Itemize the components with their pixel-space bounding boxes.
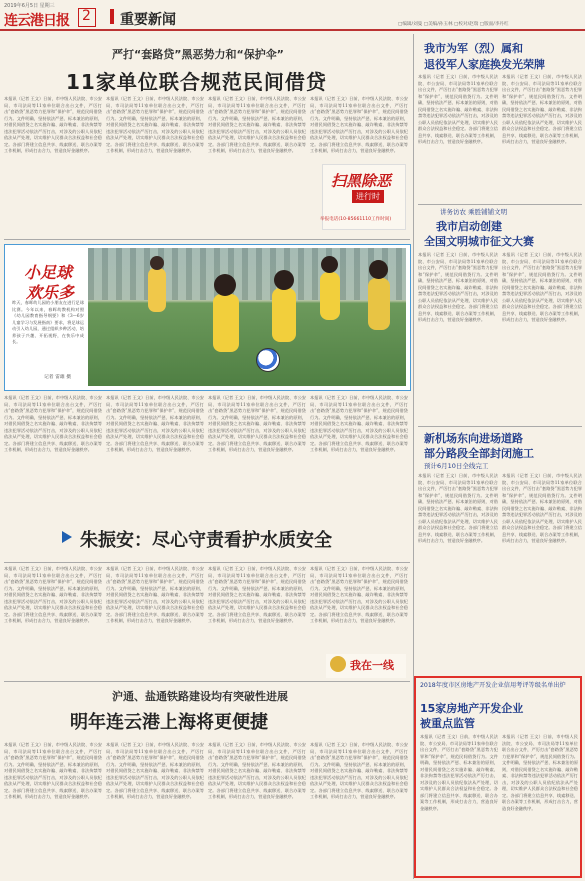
photo-player-1	[148, 268, 166, 312]
second-headline: 朱振安：尽心守责看护水质安全	[80, 530, 332, 551]
second-top-rule	[4, 562, 410, 563]
stamp-subtitle: 进行时	[352, 190, 384, 203]
photo-player-4	[320, 272, 340, 320]
right-story4-line1: 15家房地产开发企业	[420, 702, 524, 715]
photo-fence	[88, 248, 406, 300]
rail-body-col-4: 本报讯（记者 王文）日前，市中级人民法院、市公安局、市司法局等11家单位联合出台文件，严厉打击“套路贷”黑恶势力犯罪和“保护伞”，规范民间借贷行为。文件明确，坚持依法严惩、标本兼治的原则，对借民间借贷之名实施诈骗、敲诈勒索、非法拘禁等违法犯罪活动依法严厉打击，对涉及的公职人员依纪依法从严处理，切实维护人民群众合法权益和社会稳定。各部门将建立信息共享、线索移送、联合办案等工作机制，形成打击合力，营造良好金融秩序。	[310, 742, 408, 799]
lead-body-col-4: 本报讯（记者 王文）日前，市中级人民法院、市公安局、市司法局等11家单位联合出台文件，严厉打击“套路贷”黑恶势力犯罪和“保护伞”，规范民间借贷行为。文件明确，坚持依法严惩、标本兼治的原则，对借民间借贷之名实施诈骗、敲诈勒索、非法拘禁等违法犯罪活动依法严厉打击，对涉及的公职人员依纪依法从严处理，切实维护人民群众合法权益和社会稳定。各部门将建立信息共享、线索移送、联合办案等工作机制，形成打击合力，营造良好金融秩序。	[310, 96, 408, 153]
photo-credit: 记者 雷雄 摄	[44, 375, 72, 380]
right-story3-body-b: 本报讯（记者 王文）日前，市中级人民法院、市公安局、市司法局等11家单位联合出台文件，严厉打击“套路贷”黑恶势力犯罪和“保护伞”，规范民间借贷行为。文件明确，坚持依法严惩、标本兼治的原则，对借民间借贷之名实施诈骗、敲诈勒索、非法拘禁等违法犯罪活动依法严厉打击，对涉及的公职人员依纪依法从严处理，切实维护人民群众合法权益和社会稳定。各部门将建立信息共享、线索移送、联合办案等工作机制，形成打击合力，营造良好金融秩序。	[502, 473, 582, 543]
right-story2-line1: 我市启动创建	[436, 220, 502, 233]
lead-headline: 11家单位联合规范民间借贷	[66, 70, 327, 94]
right-story3-line1: 新机场东向进场道路	[424, 432, 523, 445]
photo-player-5-head	[369, 260, 388, 279]
paper-name: 连云港日报	[4, 13, 69, 29]
right-story4-body-a: 本报讯（记者 王文）日前，市中级人民法院、市公安局、市司法局等11家单位联合出台文件，严厉打击“套路贷”黑恶势力犯罪和“保护伞”，规范民间借贷行为。文件明确，坚持依法严惩、标本兼治的原则，对借民间借贷之名实施诈骗、敲诈勒索、非法拘禁等违法犯罪活动依法严厉打击，对涉及的公职人员依纪依法从严处理，切实维护人民群众合法权益和社会稳定。各部门将建立信息共享、线索移送、联合办案等工作机制，形成打击合力，营造良好金融秩序。	[420, 734, 498, 811]
right-story2-kicker: 讲务访农 乘胜铺铺文明	[440, 208, 508, 216]
mid-body-col-1: 本报讯（记者 王文）日前，市中级人民法院、市公安局、市司法局等11家单位联合出台文件，严厉打击“套路贷”黑恶势力犯罪和“保护伞”，规范民间借贷行为。文件明确，坚持依法严惩、标本兼治的原则，对借民间借贷之名实施诈骗、敲诈勒索、非法拘禁等违法犯罪活动依法严厉打击，对涉及的公职人员依纪依法从严处理，切实维护人民群众合法权益和社会稳定。各部门将建立信息共享、线索移送、联合办案等工作机制，形成打击合力，营造良好金融秩序。	[4, 395, 102, 452]
mid-body-col-4: 本报讯（记者 王文）日前，市中级人民法院、市公安局、市司法局等11家单位联合出台文件，严厉打击“套路贷”黑恶势力犯罪和“保护伞”，规范民间借贷行为。文件明确，坚持依法严惩、标本兼治的原则，对借民间借贷之名实施诈骗、敲诈勒索、非法拘禁等违法犯罪活动依法严厉打击，对涉及的公职人员依纪依法从严处理，切实维护人民群众合法权益和社会稳定。各部门将建立信息共享、线索移送、联合办案等工作机制，形成打击合力，营造良好金融秩序。	[310, 395, 408, 452]
stamp-hotline: 举报电话(10-85661110工作时间)	[320, 217, 392, 222]
right-story3-sub: 预计6月10日全线完工	[424, 462, 489, 470]
rail-top-rule	[4, 681, 410, 682]
rail-kicker: 沪通、盐通铁路建设均有突破性进展	[112, 690, 288, 703]
photo-player-4-head	[321, 256, 338, 273]
date-line: 2019年6月5日 星期三	[4, 3, 55, 9]
mid-body-col-3: 本报讯（记者 王文）日前，市中级人民法院、市公安局、市司法局等11家单位联合出台文件，严厉打击“套路贷”黑恶势力犯罪和“保护伞”，规范民间借贷行为。文件明确，坚持依法严惩、标本兼治的原则，对借民间借贷之名实施诈骗、敲诈勒索、非法拘禁等违法犯罪活动依法严厉打击，对涉及的公职人员依纪依法从严处理，切实维护人民群众合法权益和社会稳定。各部门将建立信息共享、线索移送、联合办案等工作机制，形成打击合力，营造良好金融秩序。	[208, 395, 306, 452]
photo-caption: 昨天，春晖幼儿园的小朋友在进行足球比赛。今年以来，春晖幼教机构对照《幼儿园教育指导纲要》和《3—6岁儿童学习与发展指南》要求，将足球运动引入幼儿园，通过组织多种活动，培养孩子兴趣、开拓视野，在快乐中成长。	[12, 300, 84, 344]
right-story3-line2: 部分路段全部封闭施工	[424, 447, 534, 460]
right-story2-body-b: 本报讯（记者 王文）日前，市中级人民法院、市公安局、市司法局等11家单位联合出台文件，严厉打击“套路贷”黑恶势力犯罪和“保护伞”，规范民间借贷行为。文件明确，坚持依法严惩、标本兼治的原则，对借民间借贷之名实施诈骗、敲诈勒索、非法拘禁等违法犯罪活动依法严厉打击，对涉及的公职人员依纪依法从严处理，切实维护人民群众合法权益和社会稳定。各部门将建立信息共享、线索移送、联合办案等工作机制，形成打击合力，营造良好金融秩序。	[502, 252, 582, 322]
photo-player-2	[213, 294, 239, 352]
right-story3-body-a: 本报讯（记者 王文）日前，市中级人民法院、市公安局、市司法局等11家单位联合出台文件，严厉打击“套路贷”黑恶势力犯罪和“保护伞”，规范民间借贷行为。文件明确，坚持依法严惩、标本兼治的原则，对借民间借贷之名实施诈骗、敲诈勒索、非法拘禁等违法犯罪活动依法严厉打击，对涉及的公职人员依纪依法从严处理，切实维护人民群众合法权益和社会稳定。各部门将建立信息共享、线索移送、联合办案等工作机制，形成打击合力，营造良好金融秩序。	[418, 473, 498, 543]
second-headline-arrow	[62, 531, 72, 543]
right-story4-line2: 被重点监管	[420, 717, 475, 730]
photo-title-line2: 欢乐多	[26, 283, 75, 302]
soccer-photo	[88, 248, 406, 386]
second-body-col-2: 本报讯（记者 王文）日前，市中级人民法院、市公安局、市司法局等11家单位联合出台文件，严厉打击“套路贷”黑恶势力犯罪和“保护伞”，规范民间借贷行为。文件明确，坚持依法严惩、标本兼治的原则，对借民间借贷之名实施诈骗、敲诈勒索、非法拘禁等违法犯罪活动依法严厉打击，对涉及的公职人员依纪依法从严处理，切实维护人民群众合法权益和社会稳定。各部门将建立信息共享、线索移送、联合办案等工作机制，形成打击合力，营造良好金融秩序。	[106, 566, 204, 623]
photo-player-1-head	[150, 256, 164, 270]
rail-body-col-1: 本报讯（记者 王文）日前，市中级人民法院、市公安局、市司法局等11家单位联合出台文件，严厉打击“套路贷”黑恶势力犯罪和“保护伞”，规范民间借贷行为。文件明确，坚持依法严惩、标本兼治的原则，对借民间借贷之名实施诈骗、敲诈勒索、非法拘禁等违法犯罪活动依法严厉打击，对涉及的公职人员依纪依法从严处理，切实维护人民群众合法权益和社会稳定。各部门将建立信息共享、线索移送、联合办案等工作机制，形成打击合力，营造良好金融秩序。	[4, 742, 102, 799]
photo-player-3	[272, 288, 296, 342]
rail-body-col-2: 本报讯（记者 王文）日前，市中级人民法院、市公安局、市司法局等11家单位联合出台文件，严厉打击“套路贷”黑恶势力犯罪和“保护伞”，规范民间借贷行为。文件明确，坚持依法严惩、标本兼治的原则，对借民间借贷之名实施诈骗、敲诈勒索、非法拘禁等违法犯罪活动依法严厉打击，对涉及的公职人员依纪依法从严处理，切实维护人民群众合法权益和社会稳定。各部门将建立信息共享、线索移送、联合办案等工作机制，形成打击合力，营造良好金融秩序。	[106, 742, 204, 799]
photo-player-5	[368, 278, 390, 330]
section-title: 重要新闻	[120, 12, 176, 28]
page-number: 2	[82, 8, 91, 24]
stamp-title: 扫黑除恶	[331, 172, 392, 190]
right-story1-body-a: 本报讯（记者 王文）日前，市中级人民法院、市公安局、市司法局等11家单位联合出台文件，严厉打击“套路贷”黑恶势力犯罪和“保护伞”，规范民间借贷行为。文件明确，坚持依法严惩、标本兼治的原则，对借民间借贷之名实施诈骗、敲诈勒索、非法拘禁等违法犯罪活动依法严厉打击，对涉及的公职人员依纪依法从严处理，切实维护人民群众合法权益和社会稳定。各部门将建立信息共享、线索移送、联合办案等工作机制，形成打击合力，营造良好金融秩序。	[418, 74, 498, 144]
editor-line: □编辑/刘曼 □美编/孙玉林 □校对/赵瑞 □版面/李丹红	[398, 22, 509, 27]
soccer-ball	[256, 348, 280, 372]
second-body-col-1: 本报讯（记者 王文）日前，市中级人民法院、市公安局、市司法局等11家单位联合出台文件，严厉打击“套路贷”黑恶势力犯罪和“保护伞”，规范民间借贷行为。文件明确，坚持依法严惩、标本兼治的原则，对借民间借贷之名实施诈骗、敲诈勒索、非法拘禁等违法犯罪活动依法严厉打击，对涉及的公职人员依纪依法从严处理，切实维护人民群众合法权益和社会稳定。各部门将建立信息共享、线索移送、联合办案等工作机制，形成打击合力，营造良好金融秩序。	[4, 566, 102, 623]
lead-body-col-2: 本报讯（记者 王文）日前，市中级人民法院、市公安局、市司法局等11家单位联合出台文件，严厉打击“套路贷”黑恶势力犯罪和“保护伞”，规范民间借贷行为。文件明确，坚持依法严惩、标本兼治的原则，对借民间借贷之名实施诈骗、敲诈勒索、非法拘禁等违法犯罪活动依法严厉打击，对涉及的公职人员依纪依法从严处理，切实维护人民群众合法权益和社会稳定。各部门将建立信息共享、线索移送、联合办案等工作机制，形成打击合力，营造良好金融秩序。	[106, 96, 204, 153]
right-rule-1	[418, 204, 582, 205]
right-story4-body-b: 本报讯（记者 王文）日前，市中级人民法院、市公安局、市司法局等11家单位联合出台文件，严厉打击“套路贷”黑恶势力犯罪和“保护伞”，规范民间借贷行为。文件明确，坚持依法严惩、标本兼治的原则，对借民间借贷之名实施诈骗、敲诈勒索、非法拘禁等违法犯罪活动依法严厉打击，对涉及的公职人员依纪依法从严处理，切实维护人民群众合法权益和社会稳定。各部门将建立信息共享、线索移送、联合办案等工作机制，形成打击合力，营造良好金融秩序。	[502, 734, 578, 811]
lead-kicker: 严打“套路贷”黑恶势力和“保护伞”	[112, 48, 284, 61]
second-body-col-3: 本报讯（记者 王文）日前，市中级人民法院、市公安局、市司法局等11家单位联合出台文件，严厉打击“套路贷”黑恶势力犯罪和“保护伞”，规范民间借贷行为。文件明确，坚持依法严惩、标本兼治的原则，对借民间借贷之名实施诈骗、敲诈勒索、非法拘禁等违法犯罪活动依法严厉打击，对涉及的公职人员依纪依法从严处理，切实维护人民群众合法权益和社会稳定。各部门将建立信息共享、线索移送、联合办案等工作机制，形成打击合力，营造良好金融秩序。	[208, 566, 306, 623]
second-body-col-4: 本报讯（记者 王文）日前，市中级人民法院、市公安局、市司法局等11家单位联合出台文件，严厉打击“套路贷”黑恶势力犯罪和“保护伞”，规范民间借贷行为。文件明确，坚持依法严惩、标本兼治的原则，对借民间借贷之名实施诈骗、敲诈勒索、非法拘禁等违法犯罪活动依法严厉打击，对涉及的公职人员依纪依法从严处理，切实维护人民群众合法权益和社会稳定。各部门将建立信息共享、线索移送、联合办案等工作机制，形成打击合力，营造良好金融秩序。	[310, 566, 408, 623]
right-story2-line2: 全国文明城市征文大赛	[424, 235, 534, 248]
photo-player-2-head	[214, 274, 236, 296]
rail-body-col-3: 本报讯（记者 王文）日前，市中级人民法院、市公安局、市司法局等11家单位联合出台文件，严厉打击“套路贷”黑恶势力犯罪和“保护伞”，规范民间借贷行为。文件明确，坚持依法严惩、标本兼治的原则，对借民间借贷之名实施诈骗、敲诈勒索、非法拘禁等违法犯罪活动依法严厉打击，对涉及的公职人员依纪依法从严处理，切实维护人民群众合法权益和社会稳定。各部门将建立信息共享、线索移送、联合办案等工作机制，形成打击合力，营造良好金融秩序。	[208, 742, 306, 799]
masthead-rule	[0, 29, 585, 31]
lead-bottom-rule	[4, 239, 410, 240]
section-bar	[110, 9, 114, 24]
right-story1-line1: 我市为军（烈）属和	[424, 42, 523, 55]
rail-headline: 明年连云港上海将更便捷	[70, 712, 268, 733]
column-label: 我在一线	[350, 659, 394, 672]
lead-body-col-3: 本报讯（记者 王文）日前，市中级人民法院、市公安局、市司法局等11家单位联合出台文件，严厉打击“套路贷”黑恶势力犯罪和“保护伞”，规范民间借贷行为。文件明确，坚持依法严惩、标本兼治的原则，对借民间借贷之名实施诈骗、敲诈勒索、非法拘禁等违法犯罪活动依法严厉打击，对涉及的公职人员依纪依法从严处理，切实维护人民群众合法权益和社会稳定。各部门将建立信息共享、线索移送、联合办案等工作机制，形成打击合力，营造良好金融秩序。	[208, 96, 306, 153]
right-story1-body-b: 本报讯（记者 王文）日前，市中级人民法院、市公安局、市司法局等11家单位联合出台文件，严厉打击“套路贷”黑恶势力犯罪和“保护伞”，规范民间借贷行为。文件明确，坚持依法严惩、标本兼治的原则，对借民间借贷之名实施诈骗、敲诈勒索、非法拘禁等违法犯罪活动依法严厉打击，对涉及的公职人员依纪依法从严处理，切实维护人民群众合法权益和社会稳定。各部门将建立信息共享、线索移送、联合办案等工作机制，形成打击合力，营造良好金融秩序。	[502, 74, 582, 144]
photo-title-line1: 小足球	[24, 263, 73, 282]
worker-icon	[330, 656, 346, 672]
right-rule-2	[418, 426, 582, 427]
mid-body-col-2: 本报讯（记者 王文）日前，市中级人民法院、市公安局、市司法局等11家单位联合出台文件，严厉打击“套路贷”黑恶势力犯罪和“保护伞”，规范民间借贷行为。文件明确，坚持依法严惩、标本兼治的原则，对借民间借贷之名实施诈骗、敲诈勒索、非法拘禁等违法犯罪活动依法严厉打击，对涉及的公职人员依纪依法从严处理，切实维护人民群众合法权益和社会稳定。各部门将建立信息共享、线索移送、联合办案等工作机制，形成打击合力，营造良好金融秩序。	[106, 395, 204, 452]
photo-player-3-head	[274, 270, 294, 290]
lead-body-col-1: 本报讯（记者 王文）日前，市中级人民法院、市公安局、市司法局等11家单位联合出台文件，严厉打击“套路贷”黑恶势力犯罪和“保护伞”，规范民间借贷行为。文件明确，坚持依法严惩、标本兼治的原则，对借民间借贷之名实施诈骗、敲诈勒索、非法拘禁等违法犯罪活动依法严厉打击，对涉及的公职人员依纪依法从严处理，切实维护人民群众合法权益和社会稳定。各部门将建立信息共享、线索移送、联合办案等工作机制，形成打击合力，营造良好金融秩序。	[4, 96, 102, 153]
right-story1-line2: 退役军人家庭换发光荣牌	[424, 58, 545, 71]
right-story4-kicker: 2018年度市区房地产开发企业信用考评等级名单出炉	[420, 682, 566, 689]
right-story2-body-a: 本报讯（记者 王文）日前，市中级人民法院、市公安局、市司法局等11家单位联合出台文件，严厉打击“套路贷”黑恶势力犯罪和“保护伞”，规范民间借贷行为。文件明确，坚持依法严惩、标本兼治的原则，对借民间借贷之名实施诈骗、敲诈勒索、非法拘禁等违法犯罪活动依法严厉打击，对涉及的公职人员依纪依法从严处理，切实维护人民群众合法权益和社会稳定。各部门将建立信息共享、线索移送、联合办案等工作机制，形成打击合力，营造良好金融秩序。	[418, 252, 498, 322]
